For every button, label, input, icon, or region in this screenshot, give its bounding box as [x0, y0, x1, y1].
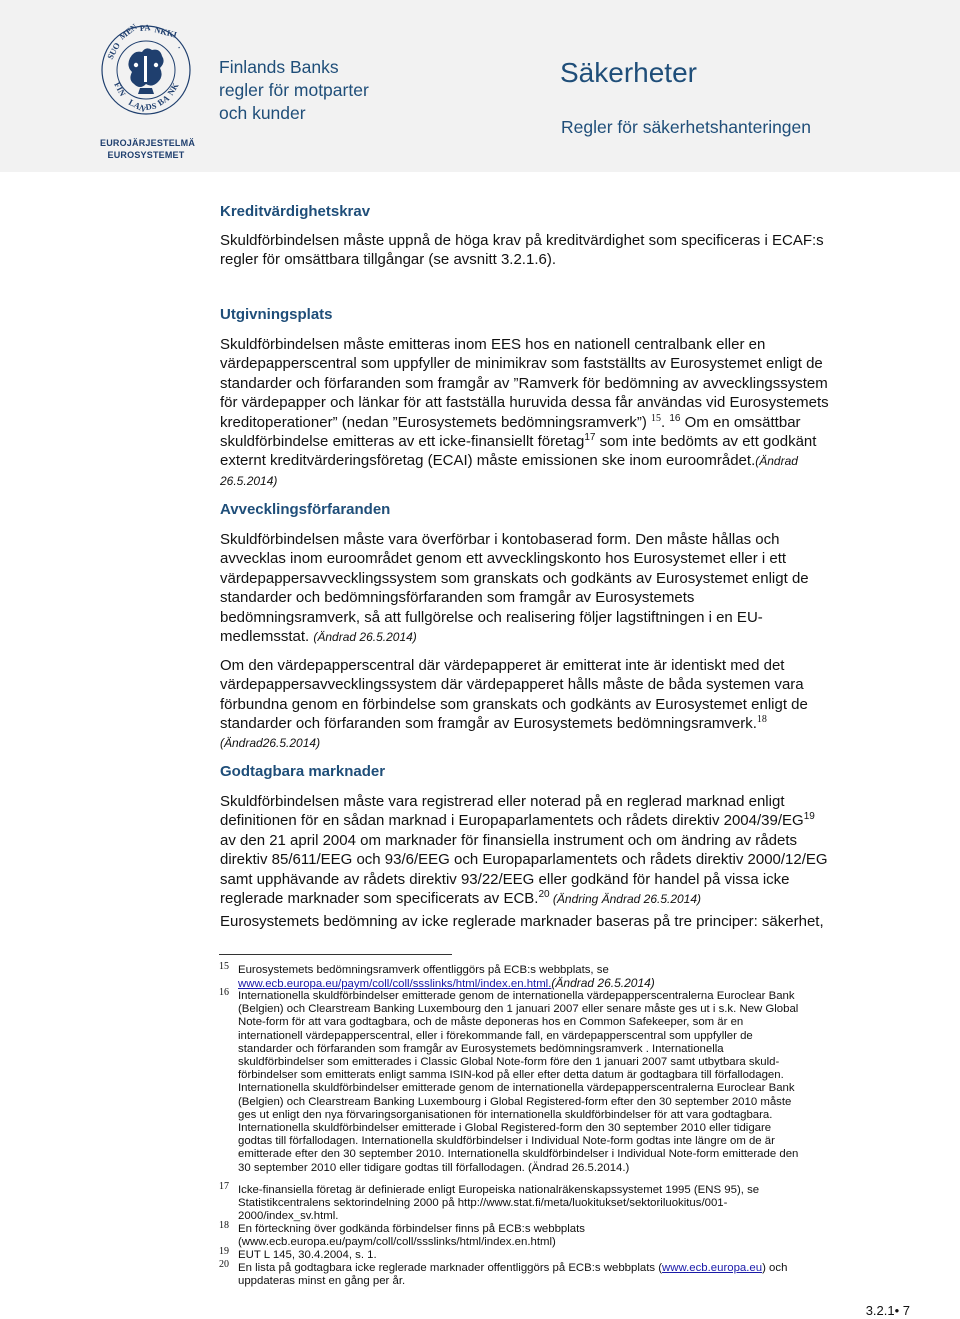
footnote-line: En förteckning över godkända förbindelser finns på ECB:s webbplats [238, 1223, 585, 1235]
svg-text:DS: DS [144, 100, 158, 112]
text-span: En lista på godtagbara icke reglerade marknader offentliggörs på ECB:s webbplats ( [238, 1262, 663, 1274]
footnote-text [238, 990, 898, 1175]
amendment-note: (Ändrad [755, 454, 798, 469]
text-span: skuldförbindelse emitteras av ett icke-finansiellt företag [220, 433, 585, 451]
text-line [220, 627, 900, 647]
amendment-note: (Ändrad 26.5.2014) [551, 976, 655, 991]
paragraph-godtagbara-marknader [220, 792, 900, 909]
text-line: standarder och bedömningsförfaranden som framgår av Eurosystemets [220, 589, 695, 607]
text-line: värdepappersavvecklingssystem som granskats och godkänts av Eurosystemet enligt de [220, 569, 809, 587]
bank-name-block [219, 56, 369, 125]
svg-text:SUO: SUO [104, 40, 122, 61]
footnote-ref-20[interactable]: 20 [538, 889, 550, 901]
svg-text:NKKI: NKKI [153, 24, 178, 40]
footnote-text [238, 1184, 898, 1224]
text-span: externt kreditvärderingsföretag (ECAI) måste emissionen ske inom euroområdet. [220, 452, 756, 470]
footnote-ref-19[interactable]: 19 [803, 811, 815, 823]
svg-text:MEN: MEN [117, 21, 139, 42]
bank-rules-line: regler för motparter [219, 80, 369, 100]
text-span: . [661, 413, 670, 431]
text-span: kreditoperationer” (nedan ”Eurosystemets bedömningsramverk”) [220, 413, 652, 431]
text-span: Om en omsättbar [680, 413, 801, 431]
amendment-note: (Ändrad 26.5.2014) [313, 630, 417, 645]
footnote-line: Internationella skuldförbindelser emitterade genom de internationella värdepapperscentralerna Euroclear Bank [238, 1082, 795, 1095]
text-line: regler för omsättbara tillgångar (se avsnitt 3.2.1.6). [220, 251, 556, 269]
footnote-line: Internationella skuldförbindelser emitterade genom de internationella värdepapperscentralerna Euroclear Bank [238, 990, 795, 1002]
text-line: Skuldförbindelsen måste emitteras inom EES hos en nationell centralbank eller en [220, 336, 766, 353]
bank-name: Finlands Banks [219, 57, 339, 77]
footnote-line: 30 september 2010 eller tidigare godtas till förfallodagen. (Ändrad 26.5.2014.) [238, 1161, 630, 1174]
footnote-line: (Belgien) och Clearstream Banking Luxembourg i Global Registered-form efter den 30 september 2010 måste [238, 1095, 792, 1108]
text-line: värdepapperscentral som uppfyller de minimikrav som fastställts av Eurosystemet enligt de [220, 355, 823, 373]
text-line: bedömningsramverk, så att fullgörelse och realisering följer lagstiftningen i en EU- [220, 608, 763, 626]
footnote-text [238, 1223, 898, 1249]
footnote-ref-18[interactable]: 18 [756, 714, 767, 726]
footnote-number: 17 [219, 1181, 229, 1192]
paragraph-icke-reglerade: Eurosystemets bedömning av icke reglerade marknader baseras på tre principer: säkerhet, [220, 913, 824, 930]
footnote-line: (Belgien) och Clearstream Banking Luxembourg den 1 januari 2007 eller senare måste ges ut i s.k. New Global [238, 1003, 799, 1016]
heading-kreditvardighetskrav: Kreditvärdighetskrav [220, 203, 371, 220]
footnote-line: förbindelser som emitterats enligt samma ISIN-kod på eller efter detta datum är godtagbara till förfallodagen. [238, 1069, 784, 1082]
amendment-note: (Ändring Ändrad 26.5.2014) [549, 892, 702, 907]
footnote-line: Note-form för att vara godtagbara, och de måste deponeras hos en Common Safekeeper, som är en [238, 1016, 744, 1029]
footnote-line: standarder och förfaranden som framgår av Eurosystemets bedömningsramverk . Internationella [238, 1042, 724, 1055]
heading-utgivningsplats: Utgivningsplats [220, 306, 333, 323]
footnote-line: 2000/index_sv.html. [238, 1210, 339, 1223]
text-line: Om den värdepapperscentral där värdepapperet är emitterat inte är identiskt med det [220, 657, 785, 674]
text-line: avvecklas inom euroområdet genom ett avvecklingskonto hos Eurosystemet eller i ett [220, 550, 787, 568]
footnote-text [238, 964, 898, 991]
text-span: definitionen för en sådan marknad i Europaparlamentets och rådets direktiv 2004/39/EG [220, 812, 804, 830]
text-line [220, 432, 900, 451]
text-line: samt upphävande av rådets direktiv 93/22/EEG eller godkänd för handel på vissa icke [220, 870, 790, 888]
svg-text:BA: BA [155, 92, 171, 108]
logo-line-1: EUROJÄRJESTELMÄ [100, 138, 196, 148]
bank-of-finland-seal-icon [100, 12, 192, 130]
footnote-line: godtas till förfallodagen. Internationella skuldförbindelser i Individual Note-form godtas inte längre om de är [238, 1135, 775, 1148]
footnote-line: Icke-finansiella företag är definierade enligt Europeiska nationalräkenskapssystemet 1995 (ENS 95), se [238, 1184, 760, 1196]
amendment-note: (Ändrad26.5.2014) [220, 735, 321, 750]
text-span: standarder och förfaranden som framgår av Eurosystemets bedömningsramverk. [220, 715, 757, 733]
text-line [220, 811, 900, 830]
text-line: Skuldförbindelsen måste uppnå de höga krav på kreditvärdighet som specificeras i ECAF:s [220, 232, 824, 249]
heading-avvecklingsforfaranden: Avvecklingsförfaranden [220, 501, 391, 518]
text-line [220, 889, 900, 909]
footnote-number: 19 [219, 1246, 229, 1257]
text-line [220, 714, 900, 733]
text-span: Skuldförbindelsen måste vara överförbar i kontobaserad form. [220, 531, 632, 548]
ecb-link[interactable]: www.ecb.europa.eu/paym/coll/coll/ssslinks/html/index.en.html. [238, 978, 552, 991]
page-number: 3.2.1• 7 [865, 1303, 910, 1318]
svg-text:FIN: FIN [112, 80, 128, 98]
text-line: för värdepapper och länkar för att fastställa huruvida dessa får användas vid Eurosystemets [220, 394, 829, 412]
text-line: standarder och förfaranden som framgår av ”Ramverk för bedömning av avvecklingssystem [220, 374, 828, 392]
footnote-text [238, 1262, 898, 1288]
text-line: förbundna genom en förbindelse som granskats och godkänts av Eurosystemet enligt de [220, 695, 808, 713]
svg-text:NK: NK [165, 80, 181, 98]
footnote-ref-16[interactable]: 16 [669, 412, 681, 424]
footnote-number: 18 [219, 1220, 229, 1231]
footnote-line: Eurosystemets bedömningsramverk offentliggörs på ECB:s webbplats, se [238, 964, 609, 976]
svg-text:·: · [174, 43, 185, 52]
footnote-line [238, 1262, 898, 1275]
footnote-line: EUT L 145, 30.4.2004, s. 1. [238, 1249, 377, 1261]
bank-logo [100, 12, 196, 162]
footnote-line: Internationella skuldförbindelser emitterade i Global Registered-form den 30 september 2010 eller tidigare [238, 1122, 772, 1135]
paragraph-kreditvardighet [220, 231, 900, 270]
text-span: som inte bedömts av ett godkänt [595, 433, 817, 451]
footnote-number: 15 [219, 961, 229, 972]
svg-text:PA: PA [139, 22, 151, 33]
text-line: Skuldförbindelsen måste vara registrerad eller noterad på en reglerad marknad enligt [220, 793, 785, 810]
amendment-date: 26.5.2014) [220, 473, 278, 488]
footnote-line: (www.ecb.europa.eu/paym/coll/coll/ssslinks/html/index.en.html) [238, 1236, 556, 1249]
section-subtitle: Regler för säkerhetshanteringen [561, 117, 812, 137]
text-line: av den 21 april 2004 om marknader för finansiella instrument och om ändring av rådets [220, 831, 797, 849]
section-title: Säkerheter [560, 57, 697, 88]
footnote-line: Statistikcentralens sektorindelning 2000 på http://www.stat.fi/meta/luokitukset/sektoriluokitus/001- [238, 1197, 728, 1210]
footnote-number: 20 [219, 1259, 229, 1270]
footnote-line: skuldförbindelser som emitterades i Classic Global Note-form före den 1 januari 2007 samt utbytbara skuld- [238, 1056, 780, 1069]
footnote-separator [219, 954, 452, 955]
footnote-line: internationell värdepapperscentral, eller i förekommande fall, en värdepapperscentral som uppfyller de [238, 1029, 753, 1042]
page-header [0, 0, 960, 172]
footnote-ref-15[interactable]: 15 [651, 412, 662, 424]
paragraph-avveckling-1 [220, 530, 900, 647]
logo-line-2: EUROSYSTEMET [107, 150, 185, 160]
text-line [220, 530, 900, 549]
text-span: Den måste hållas och [631, 531, 780, 548]
text-line [220, 413, 900, 432]
text-line: värdepappersavvecklingssystem där värdepapperet hålls måste de båda systemen vara [220, 676, 804, 694]
text-line [220, 451, 900, 471]
paragraph-avveckling-2 [220, 656, 900, 753]
footnote-line: emitterade efter den 30 september 2010. Internationella skuldförbindelser i Individual Note-form emitterade den [238, 1148, 799, 1161]
text-line: direktiv 85/611/EEG och 93/6/EEG och Europaparlamentets och rådets direktiv 2000/12/EG [220, 851, 828, 869]
footnote-number: 16 [219, 987, 229, 998]
svg-text:LAN: LAN [127, 96, 148, 115]
text-span: medlemsstat. [220, 628, 314, 646]
text-span: ) och [762, 1262, 788, 1274]
footnote-ref-17[interactable]: 17 [584, 432, 596, 444]
bank-clients-line: och kunder [219, 103, 306, 123]
heading-godtagbara-marknader: Godtagbara marknader [220, 763, 386, 780]
text-span: reglerade marknader som specificerats av ECB. [220, 890, 539, 908]
footnote-line: uppdateras minst en gång per år. [238, 1275, 406, 1288]
paragraph-utgivningsplats [220, 335, 900, 491]
footnote-text [238, 1249, 898, 1262]
ecb-link[interactable]: www.ecb.europa.eu [662, 1262, 763, 1274]
footnote-line: ges ut enligt den nya förvaringsorganisationen för internationella skuldförbindelser för att vara godtagbara. [238, 1108, 773, 1121]
